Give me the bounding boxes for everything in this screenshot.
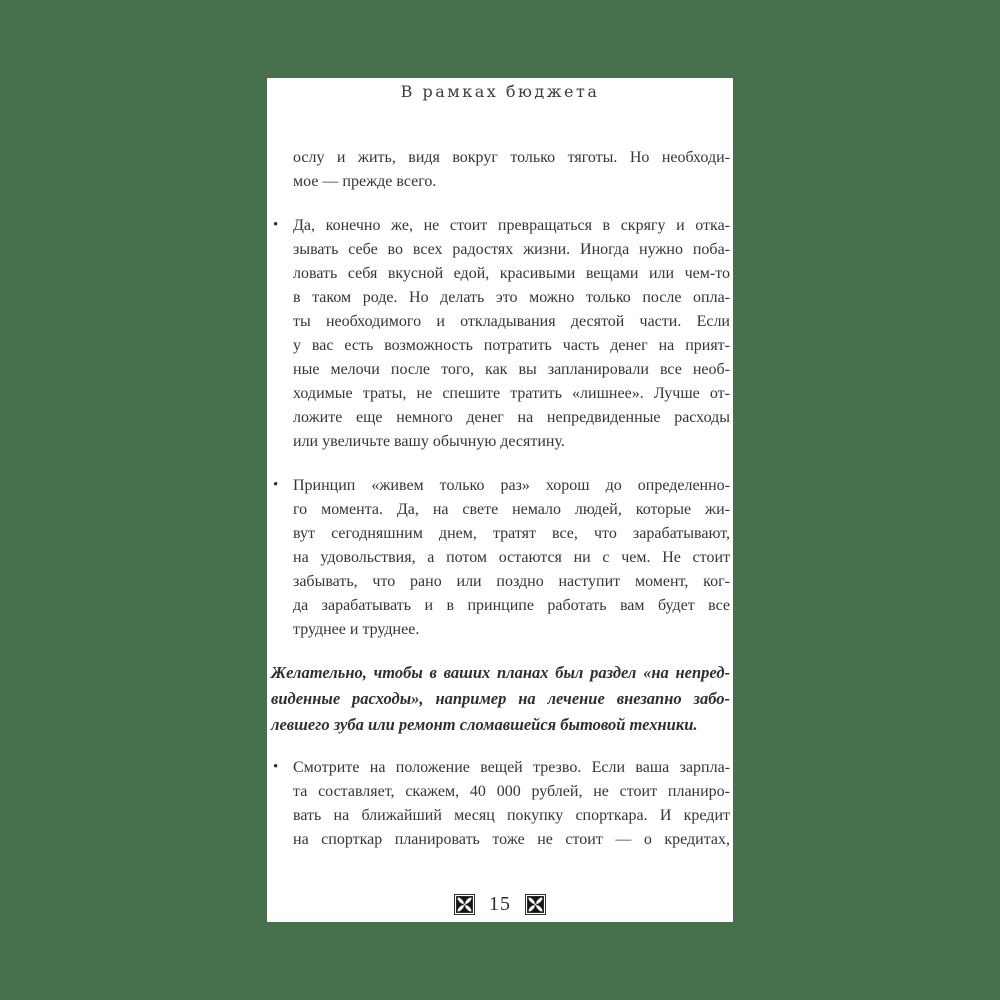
bullet-list [271, 214, 730, 642]
page-footer [267, 893, 733, 916]
emphasis-note: Желательно, чтобы в ваших планах был раздел «на непред- виденные расходы», например на лечение внезапно забо- левшего зуба или ремонт сломавшейся бытовой техники. [271, 663, 730, 734]
page-number: 15 [489, 893, 511, 915]
bullet-text: Смотрите на положение вещей трезво. Если ваша зарпла- та составляет, скажем, 40 000 рублей, не стоит планиро- вать на ближайший месяц покупку спорткара. И кредит на спорткар планировать тоже не стоит — о кредитах, [293, 759, 730, 848]
bullet-text: Принцип «живем только раз» хорош до определенно- го момента. Да, на свете немало людей, которые жи- вут сегодняшним днем, тратят все, что зарабатывают, на удовольствия, а потом остаются ни с чем. Не стоит забывать, что рано или поздно наступит момент, ког- да зарабатывать и в принципе работать вам будет все труднее и труднее. [293, 477, 730, 638]
bullet-text: Да, конечно же, не стоит превращаться в скрягу и отка- зывать себе во всех радостях жизни. Иногда нужно поба- ловать себя вкусной едой, красивыми вещами или чем-то в таком роде. Но делать это можно только после опла- ты необходимого и откладывания десятой части. Если у вас есть возможность потратить часть денег на прият- ные мелочи после того, как вы запланировали все необ- ходимые траты, не спешите тратить «лишнее». Лучше от- ложите еще немного денег на непредвиденные расходы или увеличьте вашу обычную десятину. [293, 217, 730, 450]
book-page [267, 78, 733, 922]
page-content [267, 101, 733, 852]
bullet-item [271, 756, 730, 852]
fleuron-ornament-icon [525, 894, 546, 915]
bullet-item [271, 214, 730, 454]
paragraph-continuation: ослу и жить, видя вокруг только тяготы. Но необходи- мое — прежде всего. [293, 149, 730, 190]
bullet-marker-icon: • [273, 217, 279, 233]
bullet-marker-icon: • [273, 477, 279, 493]
chapter-header: В рамках бюджета [400, 82, 600, 101]
bullet-marker-icon: • [273, 759, 279, 775]
bullet-list [271, 756, 730, 852]
bullet-item [271, 474, 730, 642]
fleuron-ornament-icon [454, 894, 475, 915]
